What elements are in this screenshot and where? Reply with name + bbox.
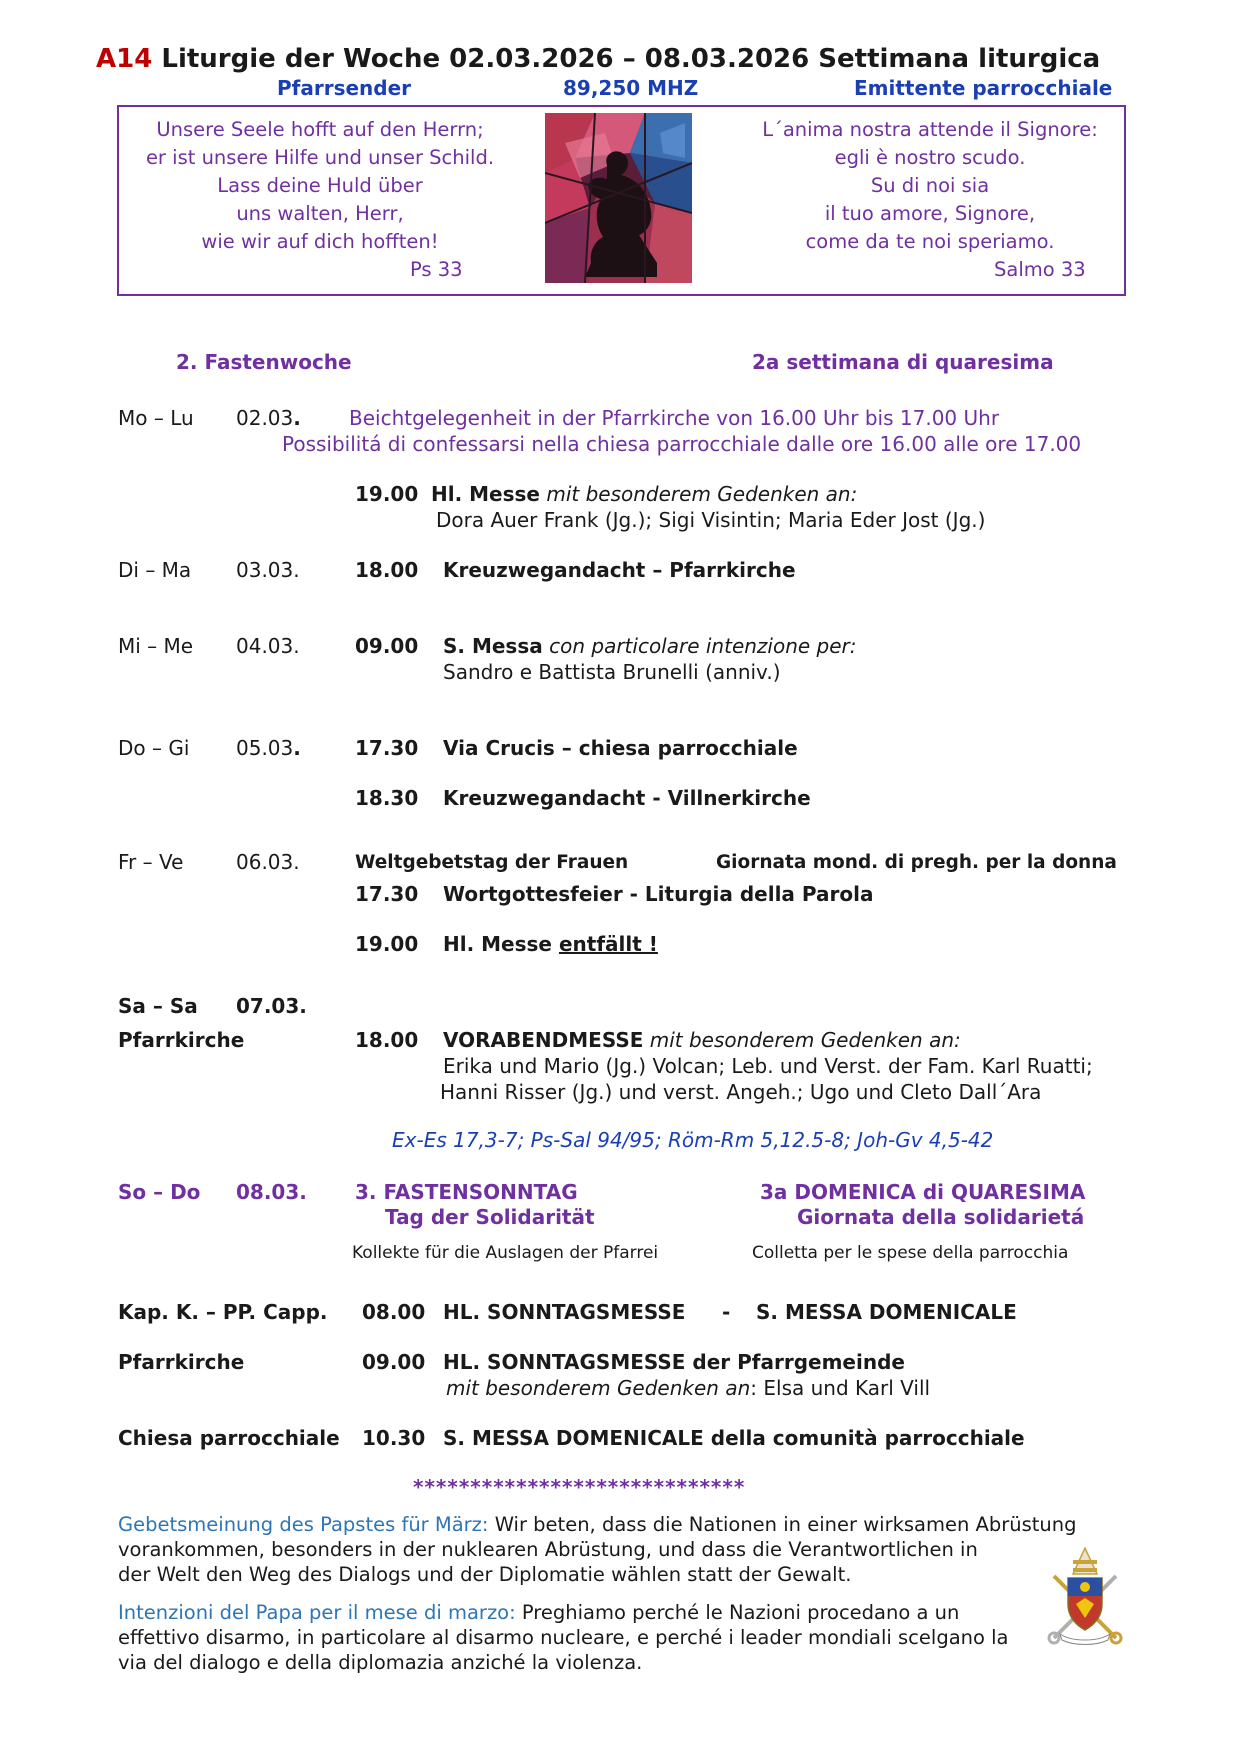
psalm-de — [125, 116, 515, 256]
special-day-de: Weltgebetstag der Frauen — [355, 852, 629, 873]
place: Pfarrkirche — [118, 1028, 245, 1052]
event: S. MESSA DOMENICALE della comunità parrocchiale — [443, 1426, 1025, 1450]
day-date: 08.03. — [236, 1180, 307, 1204]
psalm-it-line: il tuo amore, Signore, — [824, 202, 1036, 225]
psalm-it-line: come da te noi speriamo. — [805, 230, 1055, 253]
psalm-de-line: er ist unsere Hilfe und unser Schild. — [145, 146, 495, 169]
date-value: 02.03 — [236, 406, 294, 430]
event: Wortgottesfeier - Liturgia della Parola — [443, 882, 874, 906]
mass-entry — [443, 634, 857, 658]
prayer-text: via del dialogo e della diplomazia anziché la violenza. — [118, 1651, 643, 1674]
day-label: Di – Ma — [118, 558, 192, 582]
prayer-de — [118, 1512, 1138, 1587]
radio-frequency: 89,250 MHZ — [563, 76, 699, 100]
time: 09.00 — [362, 1350, 426, 1374]
mass-entry — [355, 482, 857, 506]
memorial-names: Sandro e Battista Brunelli (anniv.) — [443, 660, 781, 684]
radio-label-it: Emittente parrocchiale — [854, 76, 1113, 100]
day-date: 05.03. — [236, 736, 301, 760]
doc-code: A14 — [96, 44, 153, 74]
prayer-text: der Welt den Weg des Dialogs und der Diplomatie wählen statt der Gewalt. — [118, 1563, 852, 1586]
day-label: Fr – Ve — [118, 850, 184, 874]
time: 10.30 — [362, 1426, 426, 1450]
collection-it: Colletta per le spese della parrocchia — [752, 1243, 1069, 1263]
radio-label-de: Pfarrsender — [277, 76, 412, 100]
psalm-it-line: Su di noi sia — [870, 174, 990, 197]
mass-entry — [443, 1028, 961, 1052]
event: Kreuzwegandacht - Villnerkirche — [443, 786, 811, 810]
day-date: 03.03. — [236, 558, 300, 582]
prayer-text: Wir beten, dass die Nationen in einer wirksamen Abrüstung — [488, 1513, 1077, 1536]
day-label: Do – Gi — [118, 736, 190, 760]
special-day-it: Giornata mond. di pregh. per la donna — [716, 852, 1117, 873]
day-date: 02.03. — [236, 406, 301, 430]
memorial-names: Hanni Risser (Jg.) und verst. Angeh.; Ugo und Cleto Dall´Ara — [440, 1080, 1042, 1104]
day-date: 07.03. — [236, 994, 307, 1018]
psalm-de-line: uns walten, Herr, — [236, 202, 404, 225]
prayer-text: vorankommen, besonders in der nuklearen Abrüstung, und dass die Verantwortlichen in — [118, 1538, 978, 1561]
day-date: 06.03. — [236, 850, 300, 874]
event: S. Messa — [443, 634, 543, 658]
papal-coat-of-arms-icon — [1046, 1546, 1124, 1646]
event: HL. SONNTAGSMESSE der Pfarrgemeinde — [443, 1350, 905, 1374]
collection-de: Kollekte für die Auslagen der Pfarrei — [352, 1243, 659, 1263]
note: con particolare intenzione per: — [549, 634, 857, 658]
time: 18.00 — [355, 558, 419, 582]
sunday-subtitle-de: Tag der Solidarität — [385, 1205, 595, 1229]
psalm-de-line: Unsere Seele hofft auf den Herrn; — [156, 118, 484, 141]
time: 18.00 — [355, 1028, 419, 1052]
event-name: Hl. Messe — [443, 932, 552, 956]
place: Kap. K. – PP. Capp. — [118, 1300, 328, 1324]
event: HL. SONNTAGSMESSE — [443, 1300, 686, 1324]
page-title — [96, 44, 1100, 74]
psalm-it-ref: Salmo 33 — [994, 258, 1086, 281]
place: Chiesa parrocchiale — [118, 1426, 340, 1450]
time: 17.30 — [355, 736, 419, 760]
event-it: S. MESSA DOMENICALE — [756, 1300, 1017, 1324]
event — [443, 932, 658, 956]
prayer-text: Preghiamo perché le Nazioni procedano a un — [515, 1601, 960, 1624]
memorial-names: Erika und Mario (Jg.) Volcan; Leb. und Verst. der Fam. Karl Ruatti; — [443, 1054, 1093, 1078]
sunday-title-de: 3. FASTENSONNTAG — [355, 1180, 578, 1204]
psalm-it-line: egli è nostro scudo. — [834, 146, 1026, 169]
time: 08.00 — [362, 1300, 426, 1324]
time: 19.00 — [355, 482, 419, 506]
day-label: Mi – Me — [118, 634, 194, 658]
event: Hl. Messe — [430, 482, 540, 506]
time: 17.30 — [355, 882, 419, 906]
confession-de: Beichtgelegenheit in der Pfarrkirche von 16.00 Uhr bis 17.00 Uhr — [349, 406, 1000, 430]
prayer-text: effettivo disarmo, in particolare al disarmo nucleare, e perché i leader mondiali scelgano la — [118, 1626, 1009, 1649]
note: mit besonderem Gedenken an: — [546, 482, 858, 506]
psalm-de-line: Lass deine Huld über — [217, 174, 423, 197]
date-value: 05.03 — [236, 736, 294, 760]
time: 09.00 — [355, 634, 419, 658]
memorial — [446, 1376, 930, 1400]
time: 19.00 — [355, 932, 419, 956]
separator-dash: - — [722, 1300, 731, 1324]
day-label: Sa – Sa — [118, 994, 198, 1018]
prayer-de-head: Gebetsmeinung des Papstes für März: — [118, 1513, 489, 1536]
time: 18.30 — [355, 786, 419, 810]
event: Kreuzwegandacht – Pfarrkirche — [443, 558, 796, 582]
sunday-title-it: 3a DOMENICA di QUARESIMA — [760, 1180, 1086, 1204]
day-label: So – Do — [118, 1180, 201, 1204]
day-date: 04.03. — [236, 634, 300, 658]
psalm-de-line: wie wir auf dich hofften! — [201, 230, 439, 253]
psalm-de-ref: Ps 33 — [410, 258, 463, 281]
event: VORABENDMESSE — [443, 1028, 644, 1052]
stained-glass-image — [545, 113, 692, 283]
confession-it: Possibilitá di confessarsi nella chiesa parrocchiale dalle ore 16.00 alle ore 17.00 — [282, 432, 1082, 456]
prayer-it — [118, 1600, 1138, 1675]
day-label: Mo – Lu — [118, 406, 194, 430]
week-heading-it: 2a settimana di quaresima — [752, 350, 1054, 374]
readings: Ex-Es 17,3-7; Ps-Sal 94/95; Röm-Rm 5,12.5-8; Joh-Gv 4,5-42 — [392, 1128, 994, 1152]
week-heading-de: 2. Fastenwoche — [176, 350, 352, 374]
memorial-names: Dora Auer Frank (Jg.); Sigi Visintin; Maria Eder Jost (Jg.) — [436, 508, 986, 532]
memorial-names: : Elsa und Karl Vill — [750, 1376, 931, 1400]
place: Pfarrkirche — [118, 1350, 245, 1374]
event: Via Crucis – chiesa parrocchiale — [443, 736, 798, 760]
note: mit besonderem Gedenken an: — [649, 1028, 961, 1052]
psalm-it-line: L´anima nostra attende il Signore: — [762, 118, 1098, 141]
note: mit besonderem Gedenken an — [446, 1376, 751, 1400]
star-separator: ***************************** — [413, 1475, 746, 1499]
psalm-it — [735, 116, 1125, 256]
prayer-it-head: Intenzioni del Papa per il mese di marzo: — [118, 1601, 516, 1624]
sunday-subtitle-it: Giornata della solidarietá — [797, 1205, 1085, 1229]
title-text: Liturgie der Woche 02.03.2026 – 08.03.2026 Settimana liturgica — [161, 44, 1101, 74]
cancelled-note: entfällt ! — [558, 932, 658, 956]
